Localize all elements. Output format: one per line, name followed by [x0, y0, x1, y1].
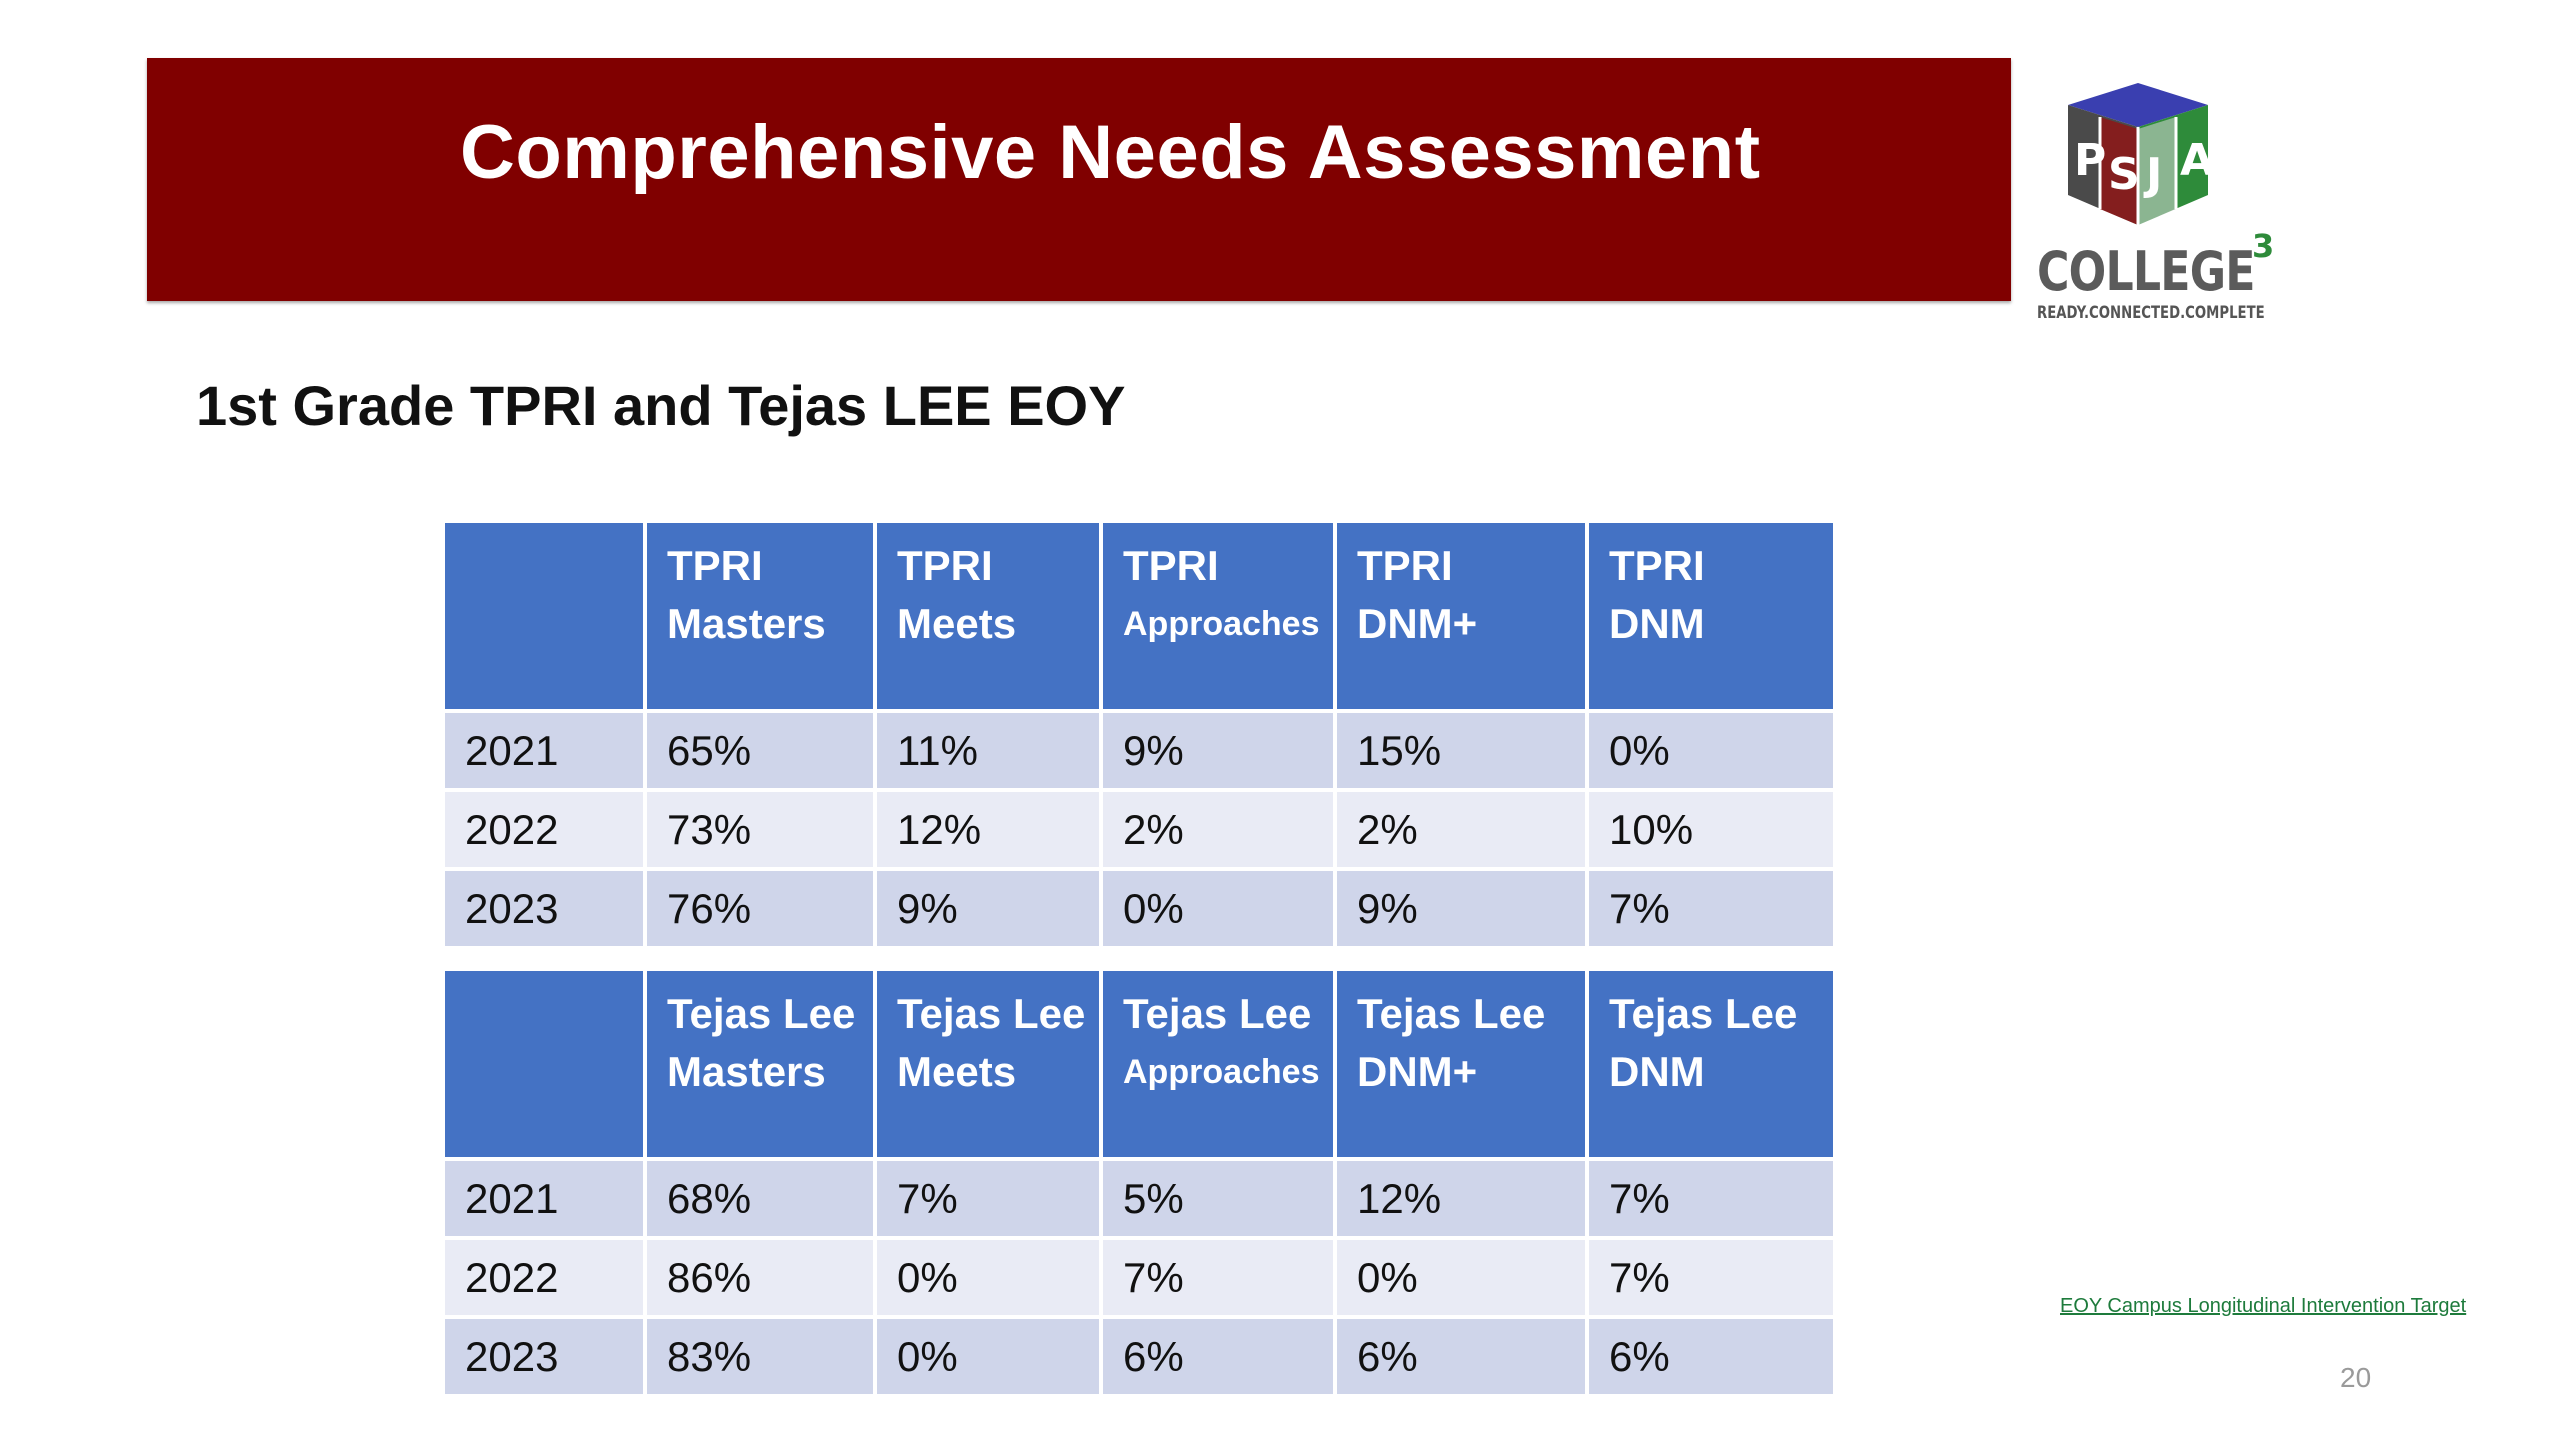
year-cell: 2022: [445, 792, 643, 867]
logo-letter-a: A: [2180, 135, 2215, 186]
header-cell-empty: [445, 971, 643, 1157]
table-cell: 6%: [1589, 1319, 1833, 1394]
year-cell: 2021: [445, 1161, 643, 1236]
page-number: 20: [2340, 1362, 2372, 1393]
table-cell: 7%: [1589, 1240, 1833, 1315]
table-cell: 86%: [647, 1240, 873, 1315]
intervention-target-link[interactable]: EOY Campus Longitudinal Intervention Target: [2060, 1295, 2467, 1317]
table-cell: 76%: [647, 871, 873, 946]
year-cell: 2023: [445, 871, 643, 946]
table-row: [445, 713, 1833, 788]
table-cell: 0%: [1589, 713, 1833, 788]
logo-superscript: 3: [2252, 227, 2275, 265]
year-cell: 2023: [445, 1319, 643, 1394]
psja-cube-icon: [2030, 75, 2280, 235]
table-cell: 2%: [1103, 792, 1333, 867]
table-cell: 7%: [1589, 1161, 1833, 1236]
table-cell: 0%: [877, 1319, 1099, 1394]
table-cell: 11%: [877, 713, 1099, 788]
table-cell: 2%: [1337, 792, 1585, 867]
tejas-lee-table: [441, 967, 1837, 1398]
header-cell: TPRI Meets: [877, 523, 1099, 709]
title-banner: [147, 58, 2011, 301]
logo-letter-s: S: [2108, 149, 2140, 200]
logo-letter-j: J: [2146, 149, 2163, 200]
table-cell: 9%: [877, 871, 1099, 946]
header-cell: Tejas Lee Meets: [877, 971, 1099, 1157]
table-cell: 6%: [1103, 1319, 1333, 1394]
table-cell: 7%: [1103, 1240, 1333, 1315]
header-cell: Tejas Lee Masters: [647, 971, 873, 1157]
table-cell: 0%: [1103, 871, 1333, 946]
table-cell: 83%: [647, 1319, 873, 1394]
tpri-table: [441, 519, 1837, 950]
slide-title: Comprehensive Needs Assessment: [460, 110, 1761, 195]
table-cell: 9%: [1103, 713, 1333, 788]
table-cell: 7%: [1589, 871, 1833, 946]
table-cell: 12%: [877, 792, 1099, 867]
header-cell: Tejas Lee DNM+: [1337, 971, 1585, 1157]
table-cell: 12%: [1337, 1161, 1585, 1236]
year-cell: 2022: [445, 1240, 643, 1315]
table-cell: 6%: [1337, 1319, 1585, 1394]
logo-letter-p: P: [2074, 135, 2107, 186]
table-header-row: [445, 523, 1833, 709]
header-cell: Tejas Lee DNM: [1589, 971, 1833, 1157]
header-cell: TPRI Masters: [647, 523, 873, 709]
table-cell: 68%: [647, 1161, 873, 1236]
table-cell: 5%: [1103, 1161, 1333, 1236]
table-cell: 7%: [877, 1161, 1099, 1236]
table-cell: 15%: [1337, 713, 1585, 788]
table-cell: 0%: [1337, 1240, 1585, 1315]
table-cell: 0%: [877, 1240, 1099, 1315]
table-cell: 10%: [1589, 792, 1833, 867]
header-cell: TPRI DNM: [1589, 523, 1833, 709]
table-row: [445, 1319, 1833, 1394]
year-cell: 2021: [445, 713, 643, 788]
header-cell: TPRI Approaches: [1103, 523, 1333, 709]
logo-tagline: READY.CONNECTED.COMPLETE: [2037, 303, 2265, 323]
logo-word: COLLEGE: [2037, 240, 2255, 303]
table-row: [445, 1240, 1833, 1315]
psja-college-logo: [2030, 75, 2280, 325]
table-cell: 73%: [647, 792, 873, 867]
table-row: [445, 792, 1833, 867]
table-cell: 9%: [1337, 871, 1585, 946]
table-cell: 65%: [647, 713, 873, 788]
header-cell-empty: [445, 523, 643, 709]
header-cell: Tejas Lee Approaches: [1103, 971, 1333, 1157]
table-row: [445, 871, 1833, 946]
table-row: [445, 1161, 1833, 1236]
table-header-row: [445, 971, 1833, 1157]
slide-subtitle: 1st Grade TPRI and Tejas LEE EOY: [196, 374, 1126, 437]
header-cell: TPRI DNM+: [1337, 523, 1585, 709]
